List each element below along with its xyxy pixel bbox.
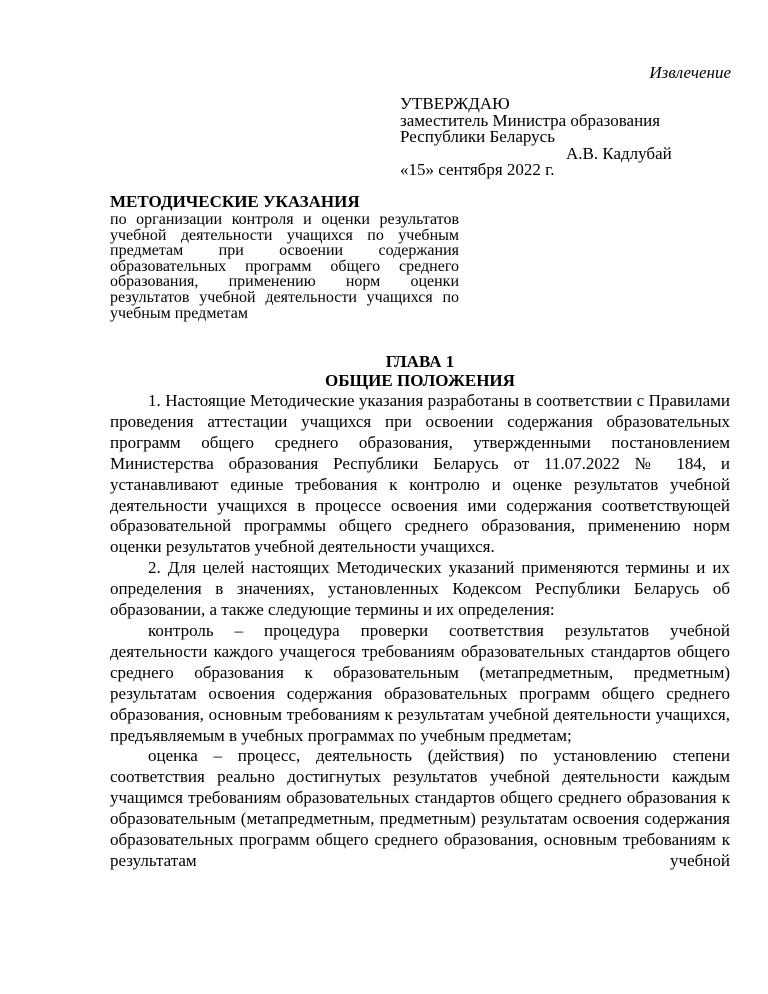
approval-country: Республики Беларусь: [400, 127, 555, 146]
paragraph-4: оценка – процесс, деятельность (действия) по установлению степени соответствия реально достигнутых результатов учебной деятельности каждым учащимся требованиям образовательных стандартов общего среднего образования к образовательным (метапредметным, предметным) результатам освоения содержания образовательных программ общего среднего образования, основным требованиям к результатам учебной: [110, 746, 730, 870]
paragraph-1: 1. Настоящие Методические указания разработаны в соответствии с Правилами проведения аттестации учащихся при освоении содержания образовательных программ общего среднего образования, утвержденными постановлением Министерства образования Республики Беларусь от 11.07.2022 № 184, и устанавливают единые требования к контролю и оценке результатов учебной деятельности учащихся в процессе освоения ими содержания соответствующей образовательной программы общего среднего образования, применению норм оценки результатов учебной деятельности учащихся.: [110, 391, 730, 557]
guidelines-subtitle: по организации контроля и оценки результатов учебной деятельности учащихся по учебным предметам при освоении содержания образовательных программ общего среднего образования, применению норм оценки результатов учебной деятельности учащихся по учебным предметам: [110, 211, 459, 322]
approval-position: заместитель Министра образования: [400, 110, 661, 130]
body-text: [110, 391, 730, 872]
approval-block: [400, 96, 730, 179]
paragraph-2: 2. Для целей настоящих Методических указаний применяются термины и их определения в значениях, установленных Кодексом Республики Беларусь об образовании, а также следующие термины и их определения:: [110, 558, 730, 620]
paragraph-3: контроль – процедура проверки соответствия результатов учебной деятельности каждого учащегося требованиям образовательных стандартов общего среднего образования к образовательным (метапредметным, предметным) результатам освоения содержания образовательных программ общего среднего образования, основным требованиям к результатам учебной деятельности учащихся, предъявляемым в учебных программах по учебным предметам;: [110, 620, 730, 745]
approval-date: «15» сентября 2022 г.: [400, 160, 555, 179]
chapter-title: ОБЩИЕ ПОЛОЖЕНИЯ: [325, 371, 515, 390]
approval-signer: А.В. Кадлубай: [566, 143, 672, 163]
chapter-number: ГЛАВА 1: [385, 352, 455, 371]
guidelines-title: МЕТОДИЧЕСКИЕ УКАЗАНИЯ: [110, 192, 360, 211]
approval-heading: УТВЕРЖДАЮ: [400, 94, 510, 113]
extract-label: Извлечение: [649, 63, 731, 82]
guidelines-block: [110, 192, 459, 321]
